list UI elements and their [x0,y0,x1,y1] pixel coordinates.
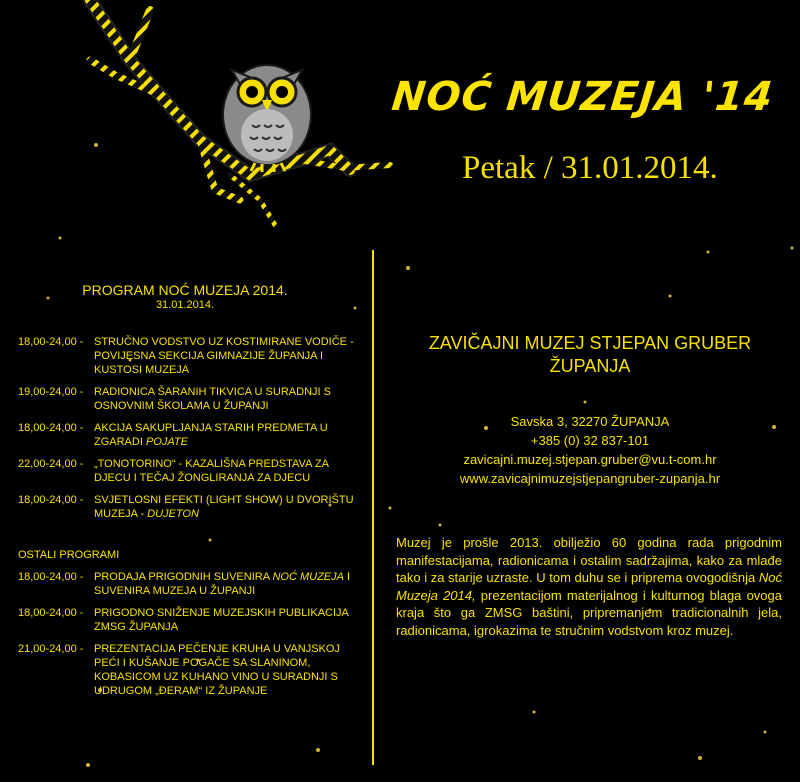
list-item [18,385,368,413]
item-time: 18,00-24,00 - [18,607,84,619]
list-item [18,457,368,485]
other-programs-label: OSTALI PROGRAMI [18,549,120,561]
program-title: PROGRAM NOĆ MUZEJA 2014. [82,282,288,298]
item-text: PRODAJA PRIGODNIH SUVENIRA NOĆ MUZEJA I SUVENIRA MUZEJA U ŽUPANJI [94,571,351,597]
item-time: 18,00-24,00 - [18,422,84,434]
page-title: NOĆ MUZEJA '14 [389,74,776,120]
museum-name-line1: ZAVIČAJNI MUZEJ STJEPAN GRUBER [428,333,752,353]
item-time: 18,00-24,00 - [18,571,84,583]
museum-description: Muzej je prošle 2013. obilježio 60 godina rada prigodnim manifestacijama, radionicama i ostalim sadržajima, kako za mlađe tako i za starije uzraste. U tom duhu se i priprema ovogodišnja Noć Muzeja 2014, prezentacijom materijalnog i kulturnog blaga ovoga kraja što ga ZMSG baštini, pripremanjem tradicionalnih jela, radionicama, igrokazima te stručnim vodstvom kroz muzej. [396,535,782,638]
item-time: 19,00-24,00 - [18,386,84,398]
item-text: RADIONICA ŠARANIH TIKVICA U SURADNJI S OSNOVNIM ŠKOLAMA U ŽUPANJI [94,386,331,412]
list-item [18,335,368,377]
item-time: 22,00-24,00 - [18,458,84,470]
list-item [18,493,368,521]
list-item [18,421,368,449]
item-text: AKCIJA SAKUPLJANJA STARIH PREDMETA U ZGARADI POJATE [94,422,328,448]
item-text: PREZENTACIJA PEČENJE KRUHA U VANJSKOJ PEĆI I KUŠANJE POGAČE SA SLANINOM, KOBASICOM UZ KUHANO VINO U SURADNJI S UDRUGOM „ĐERAM“ IZ ŽUPANJE [94,643,340,697]
item-time: 18,00-24,00 - [18,336,84,348]
museum-name-line2: ŽUPANJA [549,356,631,376]
item-time: 21,00-24,00 - [18,643,84,655]
website-link[interactable]: www.zavicajnimuzejstjepangruber-zupanja.hr [459,471,721,486]
event-date: Petak / 31.01.2014. [462,150,718,186]
email-link[interactable]: zavicajni.muzej.stjepan.gruber@vu.t-com.hr [463,452,717,467]
program-date: 31.01.2014. [155,299,215,311]
list-item [18,642,368,698]
item-text: PRIGODNO SNIŽENJE MUZEJSKIH PUBLIKACIJA ZMSG ŽUPANJA [94,607,349,633]
item-text: STRUČNO VODSTVO UZ KOSTIMIRANE VODIČE - POVIJESNA SEKCIJA GIMNAZIJE ŽUPANJA I KUSTOSI MUZEJA [94,336,354,376]
item-text: „TONOTORINO“ - KAZALIŠNA PREDSTAVA ZA DJECU I TEČAJ ŽONGLIRANJA ZA DJECU [94,458,329,484]
list-item [18,606,368,634]
contact-block [380,412,800,488]
item-time: 18,00-24,00 - [18,494,84,506]
address: Savska 3, 32270 ŽUPANJA [510,414,670,429]
phone: +385 (0) 32 837-101 [530,433,650,448]
other-programs-list [18,570,368,706]
vertical-divider [372,250,374,765]
museum-name [380,332,800,378]
list-item [18,570,368,598]
item-text: SVJETLOSNI EFEKTI (LIGHT SHOW) U DVORIŠTU MUZEJA - DUJETON [94,494,354,520]
program-list [18,335,368,529]
